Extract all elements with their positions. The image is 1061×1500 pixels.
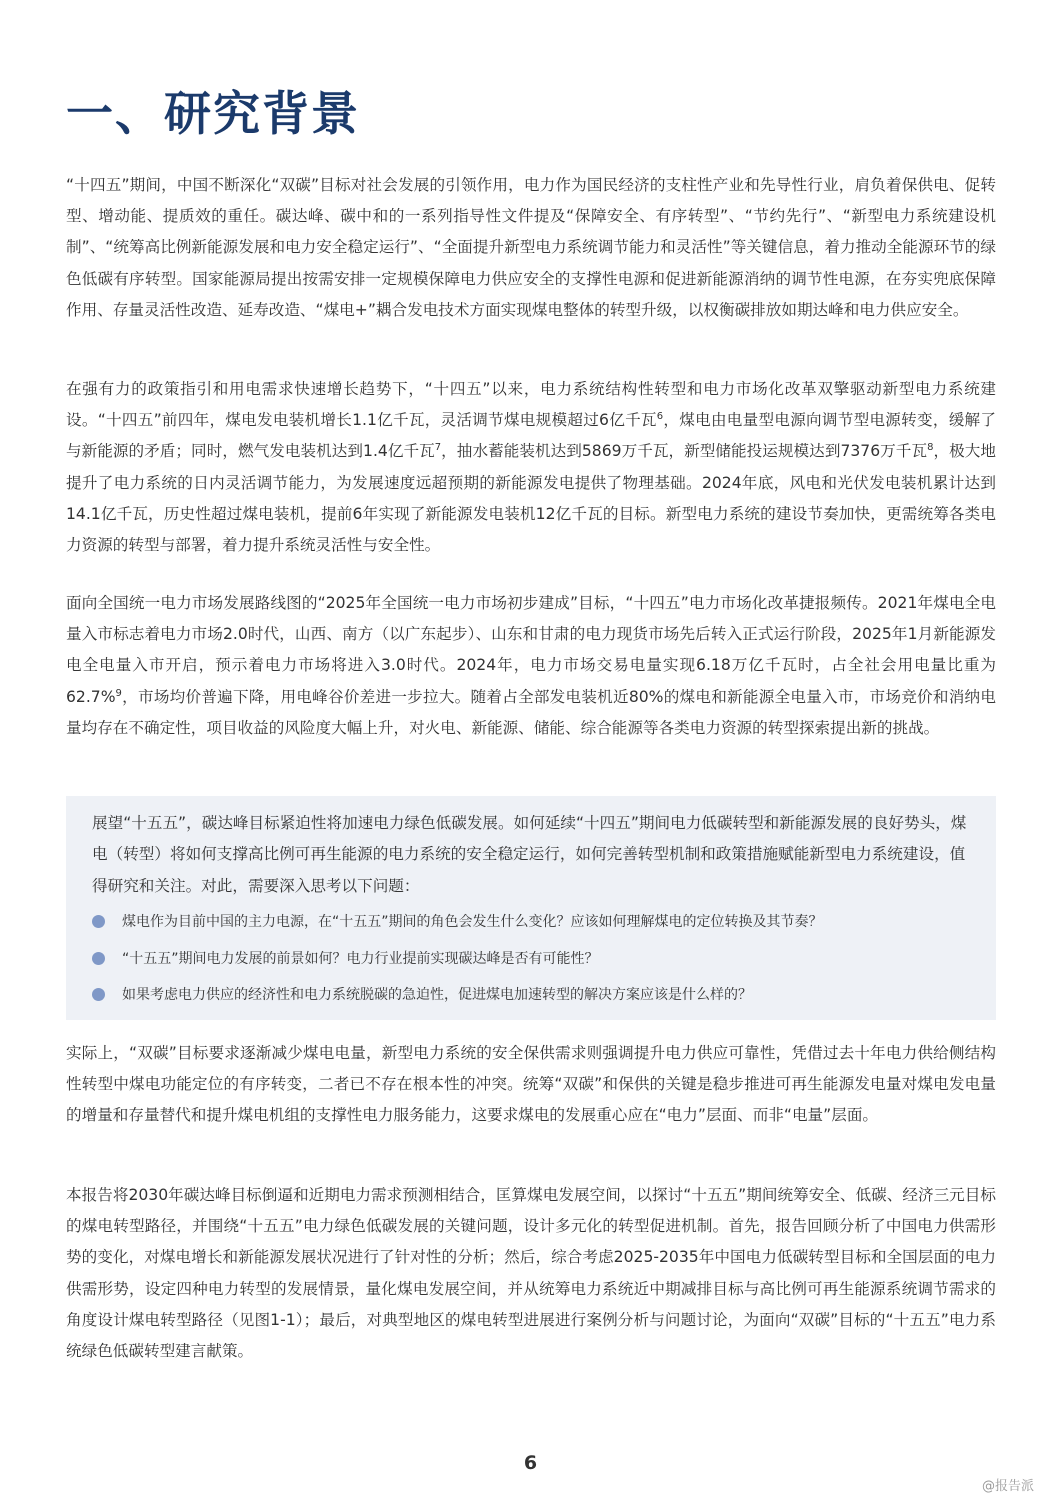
paragraph-4 bbox=[66, 1038, 996, 1132]
watermark-text: @报告派 bbox=[982, 1479, 1035, 1494]
paragraph-2-text-d: ，极大地提升了电力系统的日内灵活调节能力，为发展速度远超预期的新能源发电提供了物理基础。2024年底，风电和光伏发电装机累计达到14.1亿千瓦，历史性超过煤电装机，提前6年实现了新能源发电装机12亿千瓦的目标。新型电力系统的建设节奏加快，更需统筹各类电力资源的转型与部署，着力提升系统灵活性与安全性。 bbox=[66, 442, 996, 555]
paragraph-2 bbox=[66, 374, 996, 561]
paragraph-2-text-a: 在强有力的政策指引和用电需求快速增长趋势下，“十四五”以来，电力系统结构性转型和电力市场化改革双擎驱动新型电力系统建设。“十四五”前四年，煤电发电装机增长1.1亿千瓦，灵活调节煤电规模超过6亿千瓦 bbox=[66, 380, 996, 430]
paragraph-4-text: 实际上，“双碳”目标要求逐渐减少煤电电量，新型电力系统的安全保供需求则强调提升电力供应可靠性，凭借过去十年电力供给侧结构性转型中煤电功能定位的有序转变，二者已不存在根本性的冲突。统筹“双碳”和保供的关键是稳步推进可再生能源发电量对煤电发电量的增量和存量替代和提升煤电机组的支撑性电力服务能力，这要求煤电的发展重心应在“电力”层面、而非“电量”层面。 bbox=[66, 1044, 996, 1125]
paragraph-3 bbox=[66, 588, 996, 744]
paragraph-2-text-c: ，抽水蓄能装机达到5869万千瓦，新型储能投运规模达到7376万千瓦 bbox=[441, 442, 928, 461]
bullet-dot-icon bbox=[92, 988, 105, 1001]
paragraph-1-text: “十四五”期间，中国不断深化“双碳”目标对社会发展的引领作用，电力作为国民经济的支柱性产业和先导性行业，肩负着保供电、促转型、增动能、提质效的重任。碳达峰、碳中和的一系列指导性文件提及“保障安全、有序转型”、“节约先行”、“新型电力系统建设机制”、“统筹高比例新能源发展和电力安全稳定运行”、“全面提升新型电力系统调节能力和灵活性”等关键信息，着力推动全能源环节的绿色低碳有序转型。国家能源局提出按需安排一定规模保障电力供应安全的支撑性电源和促进新能源消纳的调节性电源，在夯实兜底保障作用、存量灵活性改造、延寿改造、“煤电+”耦合发电技术方面实现煤电整体的转型升级，以权衡碳排放如期达峰和电力供应安全。 bbox=[66, 176, 996, 319]
paragraph-5-text: 本报告将2030年碳达峰目标倒逼和近期电力需求预测相结合，匡算煤电发展空间，以探讨“十五五”期间统筹安全、低碳、经济三元目标的煤电转型路径，并围绕“十五五”电力绿色低碳发展的关键问题，设计多元化的转型促进机制。首先，报告回顾分析了中国电力供需形势的变化，对煤电增长和新能源发展状况进行了针对性的分析；然后，综合考虑2025-2035年中国电力低碳转型目标和全国层面的电力供需形势，设定四种电力转型的发展情景，量化煤电发展空间，并从统筹电力系统近中期减排目标与高比例可再生能源系统调节需求的角度设计煤电转型路径（见图1-1）；最后，对典型地区的煤电转型进展进行案例分析与问题讨论，为面向“双碳”目标的“十五五”电力系统绿色低碳转型建言献策。 bbox=[66, 1186, 996, 1361]
question-text: 煤电作为目前中国的主力电源，在“十五五”期间的角色会发生什么变化？应该如何理解煤电的定位转换及其节奏？ bbox=[122, 914, 823, 930]
footnote-ref-7[interactable]: 7 bbox=[434, 442, 442, 454]
paragraph-2-text-b: ，煤电由电量型电源向调节型电源转变，缓解了与新能源的矛盾；同时，燃气发电装机达到1.4亿千瓦 bbox=[66, 411, 996, 461]
question-text: “十五五”期间电力发展的前景如何？电力行业提前实现碳达峰是否有可能性？ bbox=[122, 951, 599, 967]
footnote-ref-6[interactable]: 6 bbox=[656, 411, 664, 423]
callout-intro: 展望“十五五”，碳达峰目标紧迫性将加速电力绿色低碳发展。如何延续“十四五”期间电力低碳转型和新能源发展的良好势头，煤电（转型）将如何支撑高比例可再生能源的电力系统的安全稳定运行，如何完善转型机制和政策措施赋能新型电力系统建设，值得研究和关注。对此，需要深入思考以下问题： bbox=[92, 814, 967, 895]
section-title: 一、研究背景 bbox=[66, 87, 360, 142]
footnote-ref-9[interactable]: 9 bbox=[115, 687, 122, 699]
paragraph-1 bbox=[66, 170, 996, 326]
footnote-ref-8[interactable]: 8 bbox=[927, 442, 934, 454]
paragraph-5 bbox=[66, 1180, 996, 1367]
callout-box bbox=[66, 796, 996, 1020]
paragraph-3-text-a: 面向全国统一电力市场发展路线图的“2025年全国统一电力市场初步建成”目标，“十四五”电力市场化改革捷报频传。2021年煤电全电量入市标志着电力市场2.0时代，山西、南方（以广东起步）、山东和甘肃的电力现货市场先后转入正式运行阶段，2025年1月新能源发电全电量入市开启，预示着电力市场将进入3.0时代。2024年，电力市场交易电量实现6.18万亿千瓦时，占全社会用电量比重为62.7% bbox=[66, 594, 996, 706]
bullet-dot-icon bbox=[92, 952, 105, 965]
bullet-dot-icon bbox=[92, 915, 105, 928]
paragraph-3-text-b: ，市场均价普遍下降，用电峰谷价差进一步拉大。随着占全部发电装机近80%的煤电和新能源全电量入市，市场竞价和消纳电量均存在不确定性，项目收益的风险度大幅上升，对火电、新能源、储能、综合能源等各类电力资源的转型探索提出新的挑战。 bbox=[66, 687, 996, 737]
page-number: 6 bbox=[523, 1452, 538, 1474]
question-text: 如果考虑电力供应的经济性和电力系统脱碳的急迫性，促进煤电加速转型的解决方案应该是什么样的？ bbox=[122, 987, 752, 1003]
